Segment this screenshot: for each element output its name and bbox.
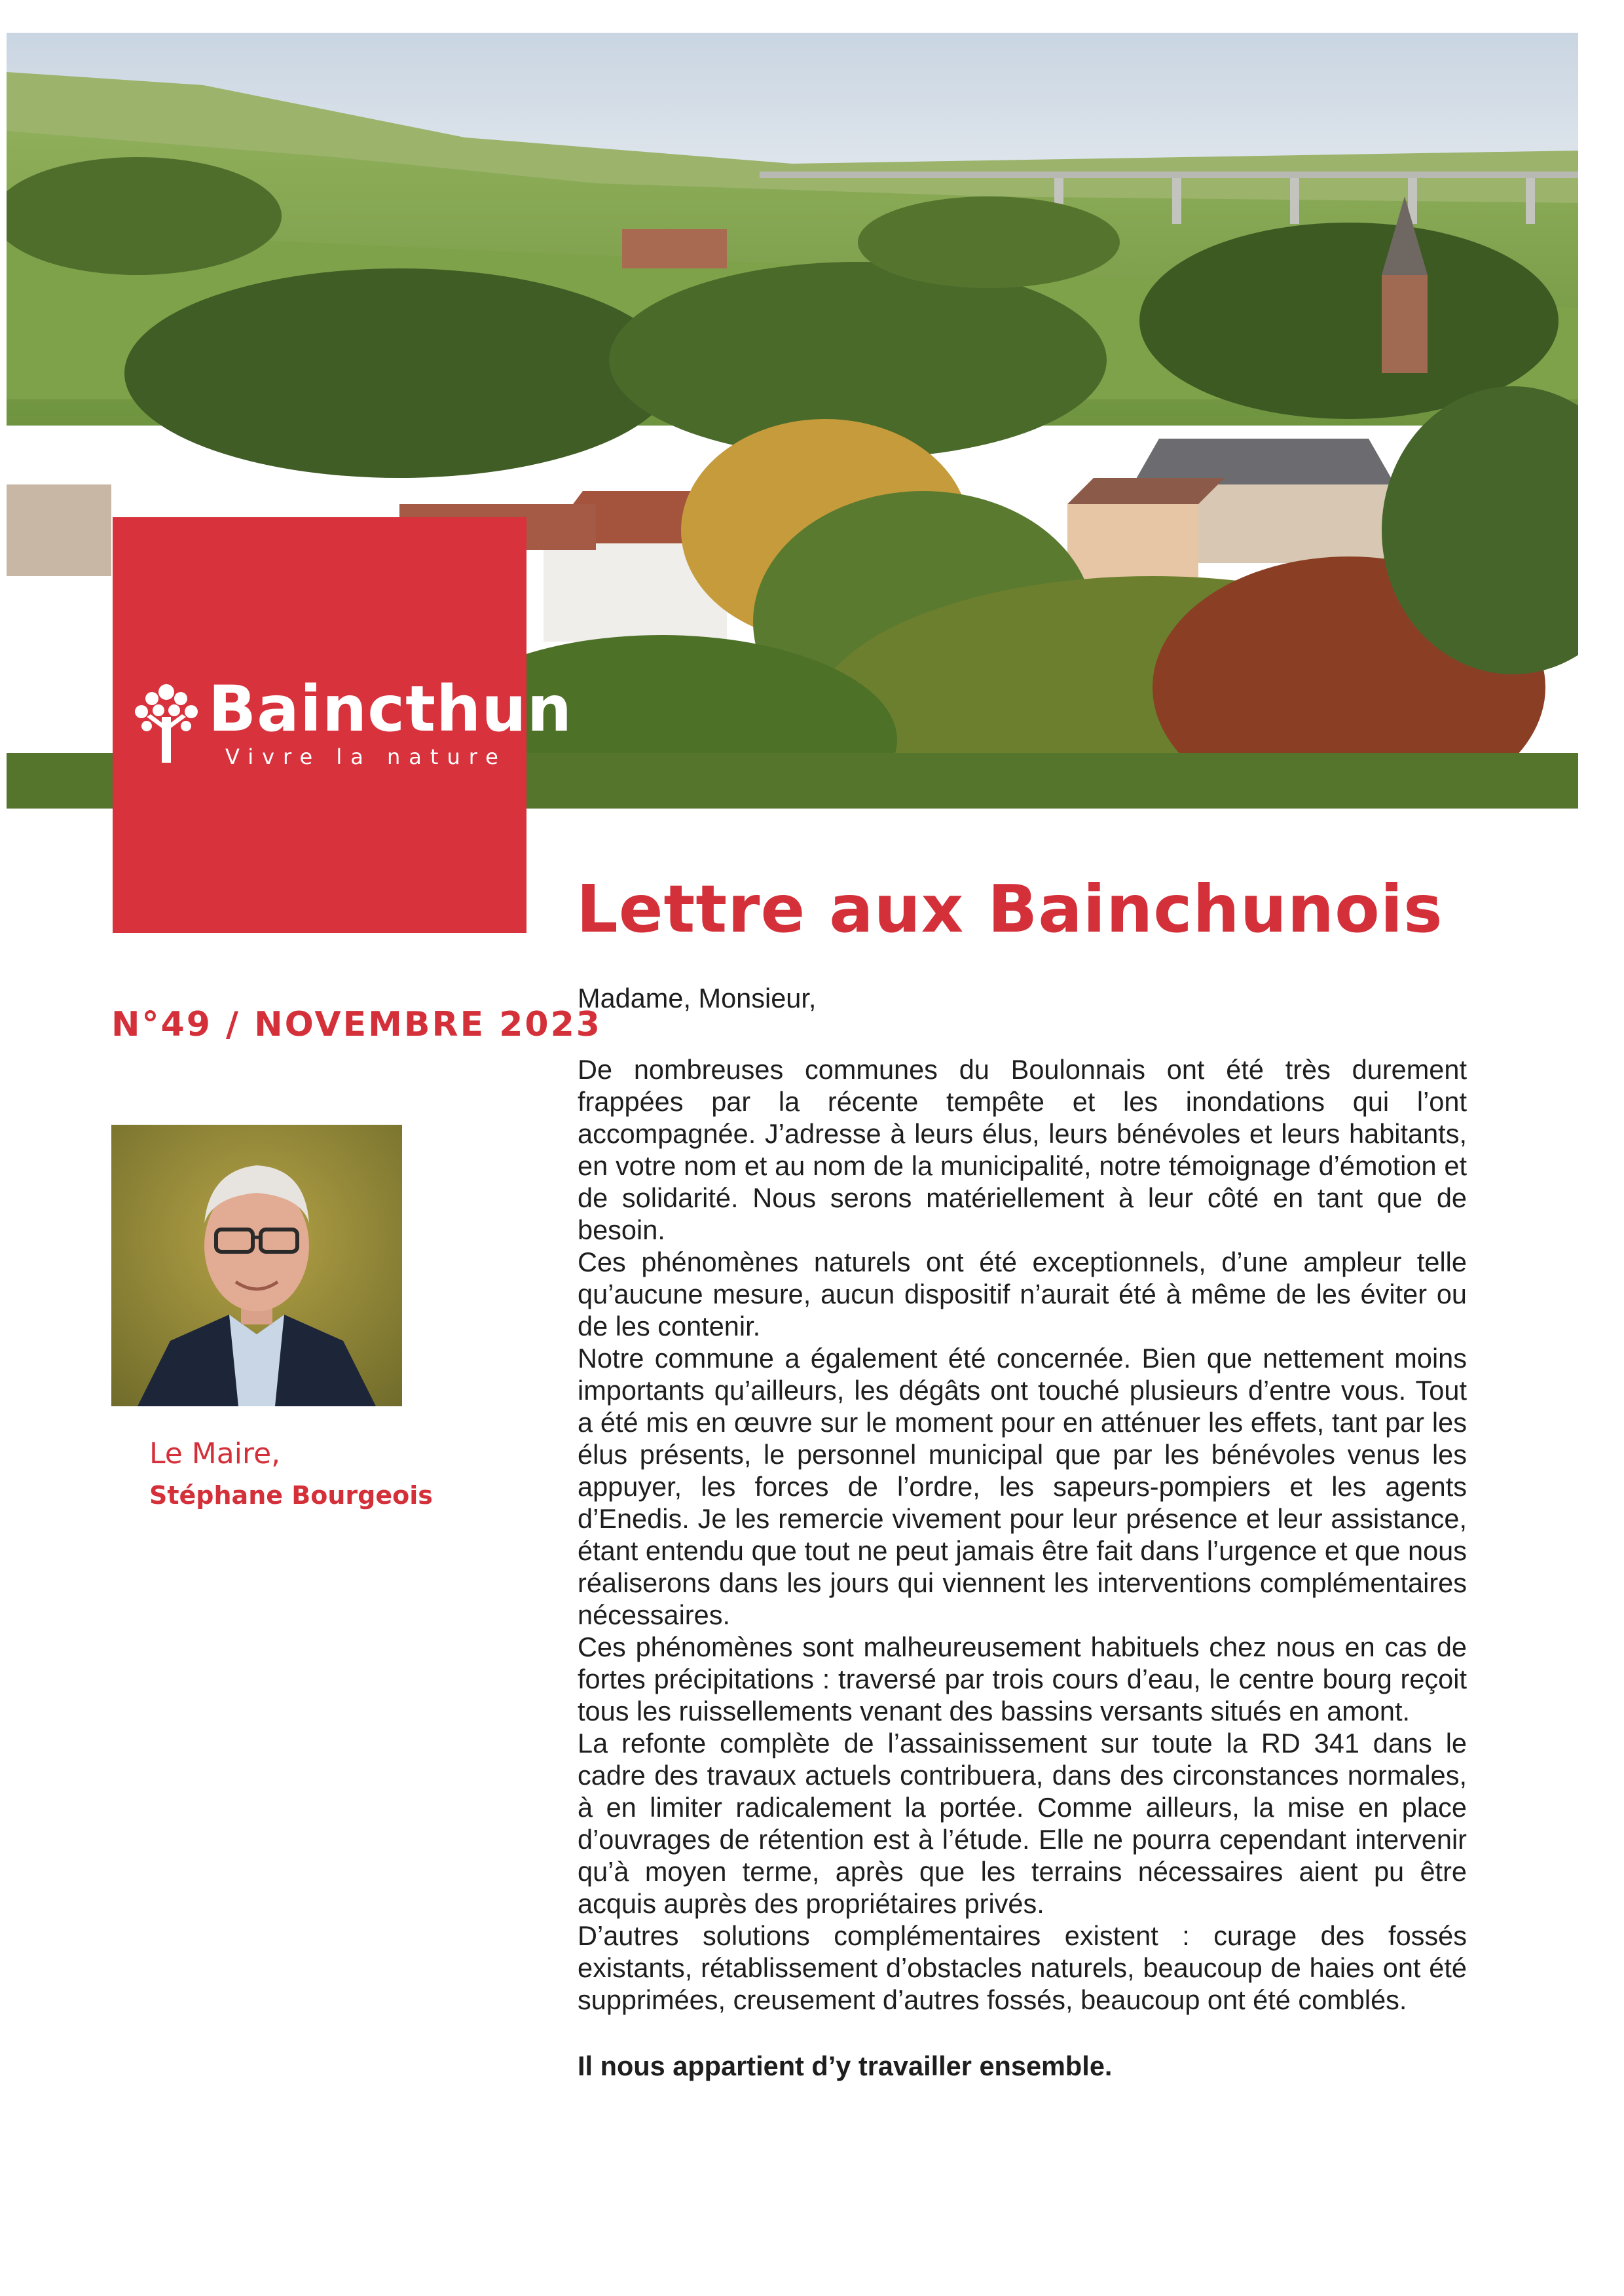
letter-paragraph: D’autres solutions complémentaires existent : curage des fossés existants, rétablissement d’obstacles naturels, beaucoup de haies ont été supprimées, creusement d’autres fossés, beaucoup ont été comblés. <box>578 1920 1467 2015</box>
signature-name: Stéphane Bourgeois <box>149 1481 433 1510</box>
brand-name: Baincthun <box>208 672 573 746</box>
brand-logo <box>127 672 573 769</box>
letter-body <box>578 982 1467 2109</box>
letter-paragraph: La refonte complète de l’assainissement sur toute la RD 341 dans le cadre des travaux actuels contribuera, dans des circonstances normales, à en limiter radicalement la portée. Comme ailleurs, la mise en place d’ouvrages de rétention est à l’étude. Elle ne pourra cependant intervenir qu’à moyen terme, après que les terrains nécessaires aient pu être acquis auprès des propriétaires privés. <box>578 1728 1467 1919</box>
tree-icon <box>127 678 206 769</box>
letter-salutation: Madame, Monsieur, <box>578 983 817 1013</box>
letter-paragraph: Ces phénomènes sont malheureusement habituels chez nous en cas de fortes précipitations : traversé par trois cours d’eau, le centre bourg reçoit tous les ruissellements venant des bassins versants situés en amont. <box>578 1631 1467 1726</box>
issue-number: N°49 / NOVEMBRE 2023 <box>111 1005 602 1044</box>
page-title: Lettre aux Bainchunois <box>576 871 1443 947</box>
letter-paragraph: Ces phénomènes naturels ont été exceptionnels, d’une ampleur telle qu’aucune mesure, aucun dispositif n’aurait été à même de les éviter ou de les contenir. <box>578 1247 1467 1341</box>
portrait-image <box>111 1125 402 1406</box>
letter-closing: Il nous appartient d’y travailler ensemble. <box>578 2050 1113 2081</box>
letter-paragraph: Notre commune a également été concernée. Bien que nettement moins importants qu’ailleurs, les dégâts ont touché plusieurs d’entre vous. Tout a été mis en œuvre sur le moment pour en atténuer les effets, tant par les élus présents, le personnel municipal que par les bénévoles venus les appuyer, les forces de l’ordre, les sapeurs-pompiers et les agents d’Enedis. Je les remercie vivement pour leur présence et leur assistance, étant entendu que tout ne peut jamais être fait dans l’urgence et que nous réaliserons dans les jours qui viennent les interventions complémentaires nécessaires. <box>578 1343 1467 1630</box>
mayor-portrait <box>111 1125 402 1406</box>
letter-paragraph: De nombreuses communes du Boulonnais ont été très durement frappées par la récente tempête et les inondations qui l’ont accompagnée. J’adresse à leurs élus, leurs bénévoles et leurs habitants, en votre nom et au nom de la municipalité, notre témoignage d’émotion et de solidarité. Nous serons matériellement à leur côté en tant que de besoin. <box>578 1054 1467 1245</box>
brand-block <box>113 517 573 933</box>
brand-tagline: Vivre la nature <box>225 744 507 769</box>
signature-role: Le Maire, <box>149 1437 281 1470</box>
